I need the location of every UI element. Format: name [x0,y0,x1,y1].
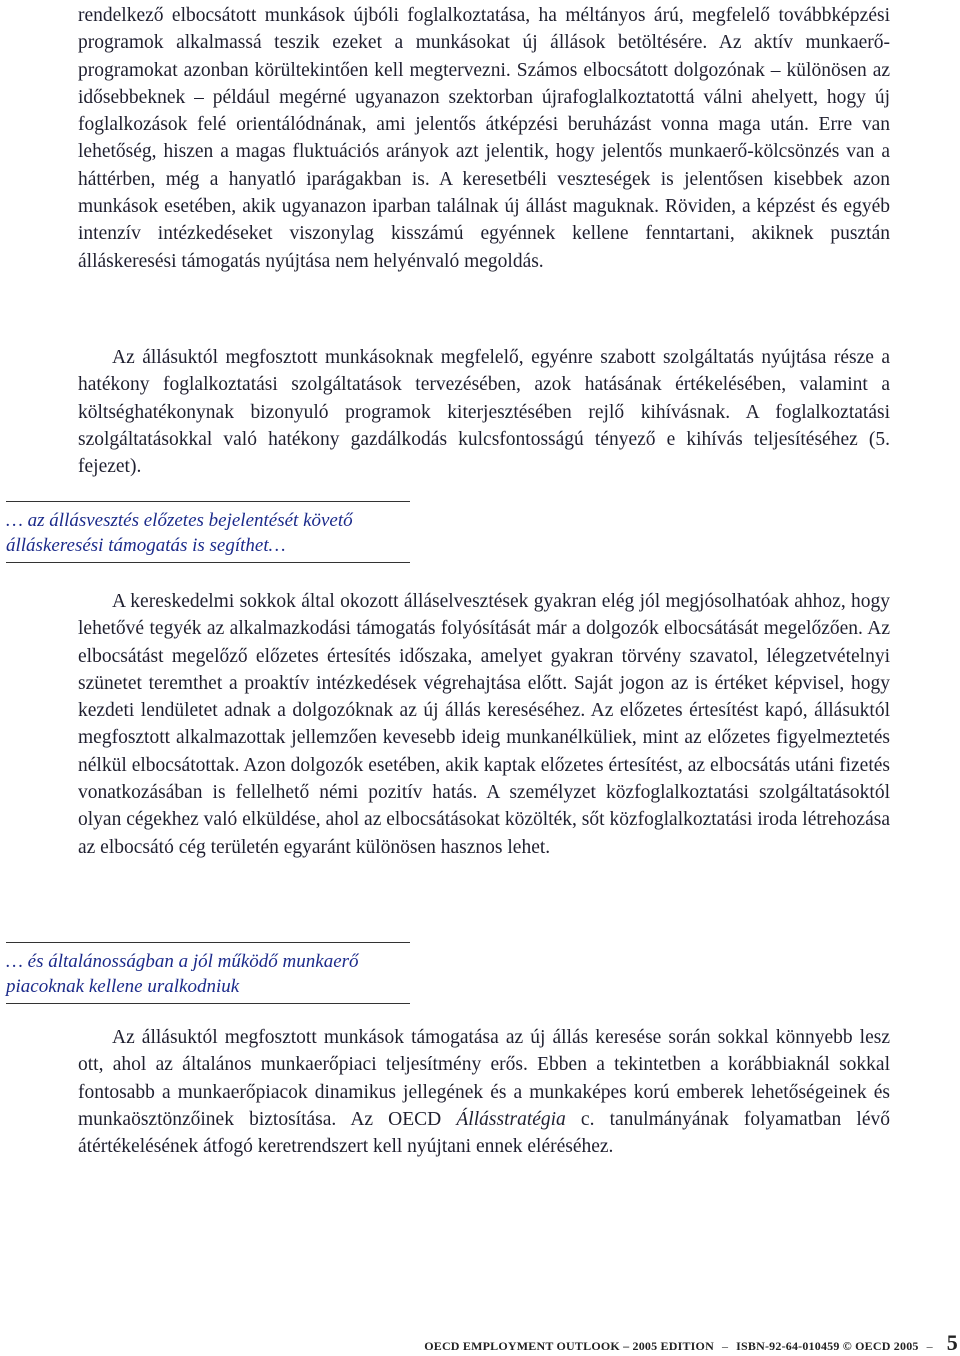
page-number: 5 [946,1330,958,1355]
footer-publication: OECD EMPLOYMENT OUTLOOK – 2005 EDITION [424,1339,714,1353]
footer-isbn: ISBN-92-64-010459 © OECD 2005 [736,1339,919,1353]
margin-note-text: … az állásvesztés előzetes bejelentését követő álláskeresési támogatás is segíthet… [6,510,353,556]
page-footer [400,1330,960,1356]
paragraph-trade-shocks [78,588,890,861]
jobs-strategy-title: Állásstratégia [456,1108,566,1130]
margin-note-labour-markets [6,942,410,1004]
margin-note-advance-notice [6,501,410,563]
paragraph-continuation [78,2,890,275]
paragraph-text: c. tanulmányának folyamatban lévő átértékelésének átfogó keretrendszert kell nyújtani ennek eléréséhez. [78,1108,890,1158]
margin-note-text: … és általánosságban a jól működő munkaerő piacoknak kellene uralkodniuk [6,951,359,997]
paragraph-text: rendelkező elbocsátott munkások újbóli foglalkoztatása, ha méltányos árú, megfelelő továbbképzési programok alkalmassá teszik ezeket a munkásokat új állások betöltésére. Az aktív munkaerő-programokat azonban körültekintően kell megtervezni. Számos elbocsátott dolgozónak – különösen az idősebbeknek – például megérné ugyanazon szektorban újrafoglalkoztatottá válni ahelyett, hogy új foglalkozások felé orientálódnának, ami jelentős átképzési beruházást vonna maga után. Erre van lehetőség, hiszen a magas fluktuációs arányok azt jelentik, hogy jelentős munkaerő-kölcsönzés van a háttérben, még a hanyatló iparágakban is. A keresetbéli veszteségek is jelentősen kisebbek azon munkások esetében, akik ugyanazon iparban találnak új állást maguknak. Röviden, a képzést és egyéb intenzív intézkedéseket viszonylag kisszámú egyénnek kellene fenntartani, akiknek pusztán álláskeresési támogatás nyújtása nem helyénvaló megoldás. [78,5,890,272]
paragraph-labour-market-performance [78,1024,890,1160]
paragraph-text: Az állásuktól megfosztott munkások támogatása az új állás keresése során sokkal könnyebb lesz ott, ahol az általános munkaerőpiaci teljesítmény erős. Ebben a tekintetben a korábbiaknál sokkal fontosabb a munkaerőpiacok dinamikus jellegének és a munkaképes korú emberek lehetőségeinek és munkaösztönzőinek biztosítása. Az OECD [78,1027,890,1130]
footer-separator: – [721,1339,729,1353]
paragraph-text: A kereskedelmi sokkok által okozott álláselvesztések gyakran elég jól megjósolhatóak ahhoz, hogy lehetővé tegyék az alkalmazkodási támogatás folyósítását már a dolgozók elbocsátását megelőzően. Az elbocsátást megelőző előzetes értesítés időszaka, amelyet gyakran törvény szavatol, lélegzetvételnyi szünetet teremthet a proaktív intézkedések végrehajtása előtt. Saját jogon az is értéket képvisel, hogy kezdeti lendületet adnak a dolgozóknak az új állás kereséséhez. Az előzetes értesítést kapó, állásuktól megfosztott alkalmazottak jellemzően kevesebb ideig munkanélküliek, mint az előzetes figyelmeztetés nélkül elbocsátottak. Azon dolgozók esetében, akik kaptak előzetes értesítést, az elbocsátás utáni fizetés vonatkozásában is fellelhető némi pozitív hatás. A személyzet közfoglalkoztatási szolgáltatásoktól olyan cégekhez való elküldése, ahol az elbocsátásokat közölték, sőt közfoglalkoztatási iroda létrehozása az elbocsátó cég területén egyaránt különösen hasznos lehet. [78,591,890,858]
footer-dash: – [926,1339,933,1353]
paragraph-text: Az állásuktól megfosztott munkásoknak megfelelő, egyénre szabott szolgáltatás nyújtása része a hatékony foglalkoztatási szolgáltatások tervezésében, azok hatásának értékelésében, valamint a költséghatékonynak bizonyuló programok kiterjesztésében rejlő kihívásnak. A foglalkoztatási szolgáltatásokkal való hatékony gazdálkodás kulcsfontosságú tényező e kihívás teljesítéséhez (5. fejezet). [78,347,890,478]
paragraph-personalised-services [78,344,890,480]
